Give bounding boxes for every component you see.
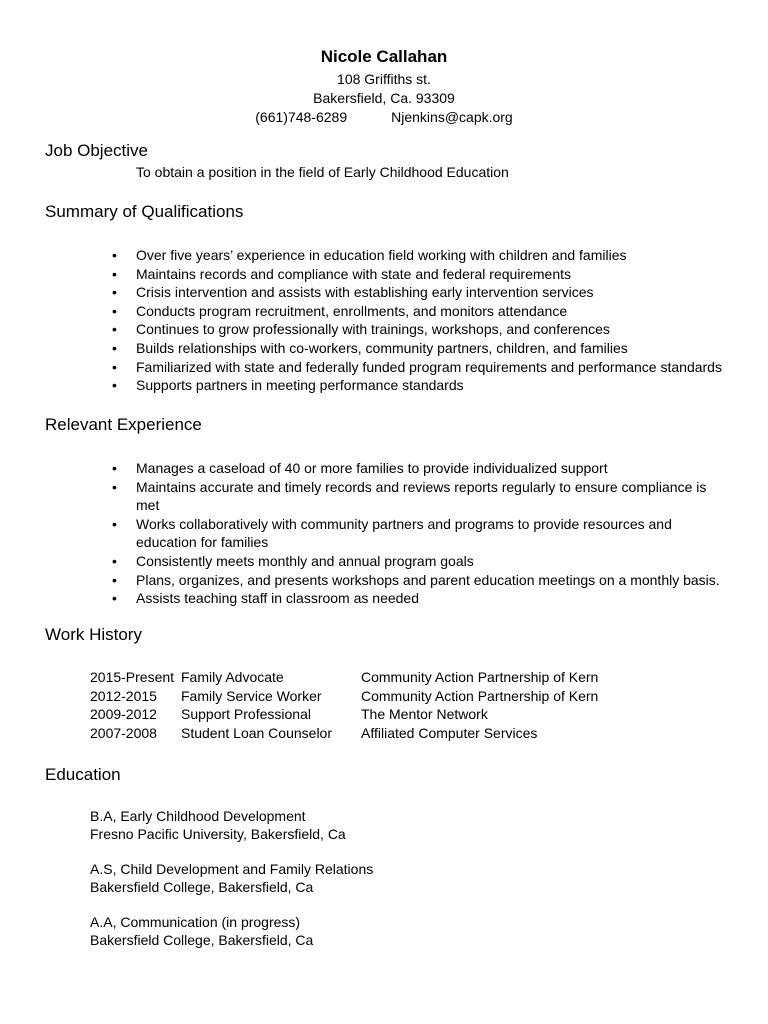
list-item: • Conducts program recruitment, enrollments, and monitors attendance [109,302,724,321]
work-years: 2009-2012 [90,706,157,723]
contact-line [0,108,768,127]
section-title-work-history: Work History [45,625,142,644]
list-item: • Maintains records and compliance with state and federal requirements [109,265,724,284]
list-item: • Maintains accurate and timely records and reviews reports regularly to ensure compliance is met [109,478,724,515]
school: Bakersfield College, Bakersfield, Ca [90,878,314,895]
qualifications-list [109,246,724,395]
experience-list [109,459,724,608]
email-address: Njenkins@capk.org [391,109,513,125]
section-title-education: Education [45,765,121,784]
list-item: • Consistently meets monthly and annual program goals [109,552,724,571]
table-row [90,724,598,743]
work-role: Student Loan Counselor [181,724,332,741]
education-entry [90,914,313,949]
work-years: 2015-Present [90,669,175,685]
work-organization: Community Action Partnership of Kern [361,669,599,685]
school: Fresno Pacific University, Bakersfield, Ca [90,825,346,842]
list-item: • Plans, organizes, and presents workshops and parent education meetings on a monthly basis. [109,571,724,590]
phone-number: (661)748-6289 [255,109,348,125]
education-entry [90,861,373,896]
section-title-qualifications: Summary of Qualifications [45,202,244,221]
city-address: Bakersfield, Ca. 93309 [313,90,455,106]
school: Bakersfield College, Bakersfield, Ca [90,931,314,948]
objective-text: To obtain a position in the field of Early Childhood Education [136,164,509,180]
education-entry [90,808,346,843]
work-years: 2012-2015 [90,687,157,704]
list-item: • Continues to grow professionally with trainings, workshops, and conferences [109,320,724,339]
list-item: • Over five years’ experience in education field working with children and families [109,246,724,265]
list-item: • Crisis intervention and assists with establishing early intervention services [109,283,724,302]
degree: B.A, Early Childhood Development [90,808,306,824]
street-address: 108 Griffiths st. [337,71,431,87]
list-item: • Supports partners in meeting performance standards [109,376,724,395]
list-item: • Assists teaching staff in classroom as needed [109,589,724,608]
candidate-name: Nicole Callahan [320,47,448,66]
resume-header [0,44,768,127]
section-title-objective: Job Objective [45,141,148,160]
list-item: • Familiarized with state and federally funded program requirements and performance standards [109,358,724,377]
list-item: • Works collaboratively with community partners and programs to provide resources and education for families [109,515,724,552]
degree: A.A, Communication (in progress) [90,914,301,930]
work-role: Family Service Worker [181,687,322,704]
section-title-experience: Relevant Experience [45,415,202,434]
work-years: 2007-2008 [90,724,157,741]
degree: A.S, Child Development and Family Relations [90,861,374,877]
work-history-table [90,668,598,742]
work-role: Support Professional [181,706,311,723]
list-item: • Manages a caseload of 40 or more families to provide individualized support [109,459,724,478]
work-organization: Community Action Partnership of Kern [361,687,599,704]
work-organization: The Mentor Network [361,706,488,723]
work-organization: Affiliated Computer Services [361,724,538,741]
list-item: • Builds relationships with co-workers, community partners, children, and families [109,339,724,358]
table-row [90,687,598,706]
table-row [90,705,598,724]
work-role: Family Advocate [181,669,284,685]
table-row [90,668,598,687]
